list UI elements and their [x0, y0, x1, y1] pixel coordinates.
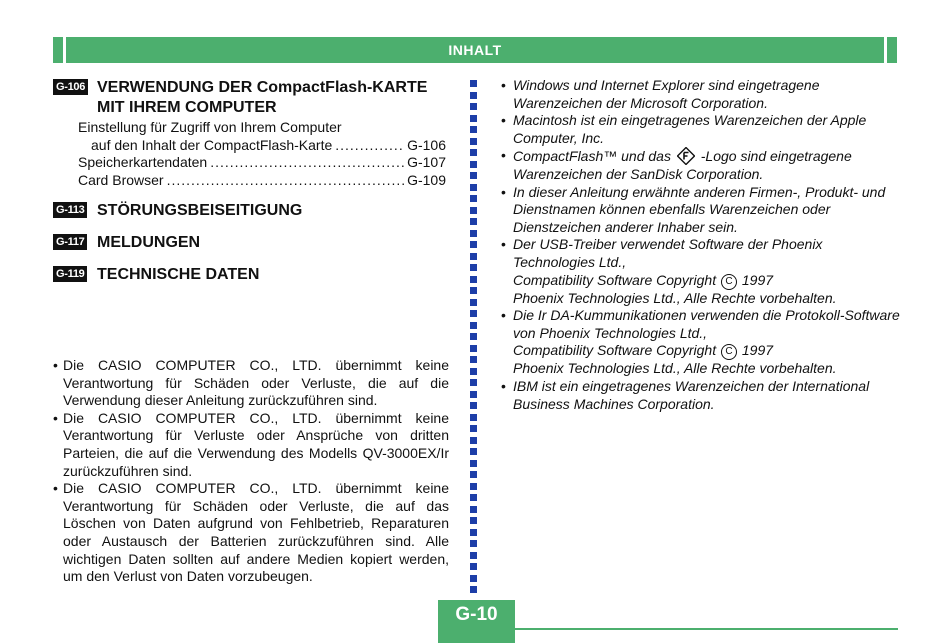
divider-square: [470, 345, 477, 352]
divider-square: [470, 437, 477, 444]
section-title[interactable]: TECHNISCHE DATEN: [97, 266, 260, 284]
section-troubleshooting: [53, 201, 453, 221]
copyright-line: [513, 272, 901, 290]
divider-square: [470, 264, 477, 271]
dot-leader: [335, 137, 404, 155]
toc-entry[interactable]: [78, 137, 446, 155]
toc-entry-label: Card Browser: [78, 171, 164, 188]
divider-square: [470, 310, 477, 317]
bullet-dot: •: [501, 112, 506, 129]
trademark-text: Die Ir DA-Kummunikationen verwenden die Protokoll-Software von Phoenix Technologies Ltd.,: [513, 307, 900, 341]
disclaimer-notes: [53, 357, 449, 586]
trademark-item: [501, 307, 901, 378]
divider-square: [470, 115, 477, 122]
divider-square: [470, 471, 477, 478]
disclaimer-text: Die CASIO COMPUTER CO., LTD. übernimmt keine Verantwortung für Verluste oder Ansprüche von dritten Parteien, die auf die Verwendung des Modells QV-3000EX/Ir zurückzuführen sind.: [63, 409, 449, 479]
section-computer-use: [53, 78, 453, 118]
copyright-icon: C: [721, 274, 737, 290]
divider-square: [470, 425, 477, 432]
divider-square: [470, 368, 477, 375]
contents-column: [53, 78, 453, 285]
divider-square: [470, 517, 477, 524]
bullet-dot: •: [53, 357, 58, 373]
divider-square: [470, 379, 477, 386]
trademark-text: Macintosh ist ein eingetragenes Warenzeichen der Apple Computer, Inc.: [513, 112, 867, 146]
divider-square: [470, 563, 477, 570]
bullet-dot: •: [501, 183, 506, 200]
disclaimer-item: [53, 480, 449, 586]
trademark-text: -Logo sind eingetragene Warenzeichen der SanDisk Corporation.: [513, 148, 852, 182]
divider-square: [470, 575, 477, 582]
divider-square: [470, 92, 477, 99]
bullet-dot: •: [53, 480, 58, 497]
trademark-item: [501, 378, 901, 413]
divider-square: [470, 540, 477, 547]
divider-square: [470, 586, 477, 593]
divider-square: [470, 172, 477, 179]
divider-square: [470, 103, 477, 110]
page-reference-tag[interactable]: G-117: [53, 234, 87, 250]
divider-square: [470, 253, 477, 260]
trademark-text: Phoenix Technologies Ltd., Alle Rechte vorbehalten.: [513, 289, 837, 306]
divider-square: [470, 529, 477, 536]
section-title[interactable]: STÖRUNGSBEISEITIGUNG: [97, 202, 303, 220]
trademark-text: In dieser Anleitung erwähnte anderen Firmen-, Produkt- und Dienstnamen können ebenfalls Warenzeichen oder Dienstzeichen anderer Inhaber sein.: [513, 183, 886, 235]
toc-entry-label: Einstellung für Zugriff von Ihrem Computer: [78, 119, 342, 135]
toc-entry[interactable]: [78, 119, 446, 137]
footer-rule: [515, 628, 898, 630]
bullet-dot: •: [501, 147, 506, 164]
dot-leader: [167, 172, 404, 190]
disclaimer-text: Die CASIO COMPUTER CO., LTD. übernimmt keine Verantwortung für Schäden oder Verluste, die auf das Löschen von Daten aufgrund von Fehlbetrieb, Reparaturen oder Austausch der Batterien zurückzuführen sind. Alle wichtigen Daten sollten auf andere Medien kopiert werden, um den Verlust von Daten vorzubeugen.: [63, 480, 449, 585]
page-reference-tag[interactable]: G-106: [53, 79, 88, 95]
divider-square: [470, 494, 477, 501]
trademark-text: Windows und Internet Explorer sind eingetragene Warenzeichen der Microsoft Corporation.: [513, 77, 820, 111]
header-title: INHALT: [448, 42, 502, 58]
toc-entries: [78, 119, 446, 189]
divider-square: [470, 149, 477, 156]
section-title-line: VERWENDUNG DER CompactFlash-KARTE: [97, 79, 428, 96]
divider-square: [470, 184, 477, 191]
section-specifications: [53, 265, 453, 285]
bullet-dot: •: [53, 409, 58, 426]
section-title-line: MIT IHREM COMPUTER: [97, 99, 277, 116]
divider-square: [470, 126, 477, 133]
divider-square: [470, 333, 477, 340]
divider-square: [470, 483, 477, 490]
trademark-text: IBM ist ein eingetragenes Warenzeichen der International Business Machines Corporation.: [513, 377, 870, 412]
divider-square: [470, 322, 477, 329]
divider-square: [470, 218, 477, 225]
toc-entry-page: G-109: [407, 171, 446, 188]
section-title[interactable]: MELDUNGEN: [97, 234, 201, 252]
trademark-text: Phoenix Technologies Ltd., Alle Rechte vorbehalten.: [513, 360, 837, 377]
toc-entry-page: G-107: [407, 154, 446, 171]
section-title[interactable]: [97, 78, 453, 118]
trademark-text: Compatibility Software Copyright: [513, 271, 717, 288]
disclaimer-item: [53, 357, 449, 410]
trademark-notes: [501, 77, 901, 413]
toc-entry[interactable]: [78, 154, 446, 172]
divider-square: [470, 138, 477, 145]
toc-entry[interactable]: [78, 172, 446, 190]
divider-square: [470, 287, 477, 294]
bullet-dot: •: [501, 77, 506, 93]
dot-leader: [210, 154, 404, 172]
divider-square: [470, 276, 477, 283]
trademark-item: [501, 236, 901, 307]
toc-entry-label: Speicherkartendaten: [78, 154, 208, 171]
page-number-base: [438, 630, 515, 643]
bullet-dot: •: [501, 307, 506, 324]
divider-square: [470, 161, 477, 168]
divider-square: [470, 402, 477, 409]
divider-square: [470, 506, 477, 513]
section-messages: [53, 233, 453, 253]
divider-square: [470, 80, 477, 87]
trademark-item: [501, 147, 901, 183]
divider-square: [470, 299, 477, 306]
divider-square: [470, 241, 477, 248]
trademark-item: [501, 77, 901, 112]
divider-square: [470, 552, 477, 559]
trademark-text: Compatibility Software Copyright: [513, 342, 717, 359]
trademark-text: 1997: [741, 271, 774, 288]
bullet-dot: •: [501, 377, 506, 394]
trademark-text: CompactFlash™ und das: [513, 148, 671, 165]
copyright-icon: C: [721, 344, 737, 360]
page-reference-tag[interactable]: G-113: [53, 202, 87, 218]
disclaimer-item: [53, 410, 449, 480]
header-bar: [53, 37, 897, 63]
divider-square: [470, 391, 477, 398]
trademark-text: 1997: [741, 342, 774, 359]
trademark-item: [501, 112, 901, 147]
disclaimer-text: Die CASIO COMPUTER CO., LTD. übernimmt keine Verantwortung für Schäden oder Verluste, die auf die Verwendung dieser Anleitung zurückzuführen sind.: [63, 357, 449, 409]
trademark-text: Der USB-Treiber verwendet Software der Phoenix Technologies Ltd.,: [513, 236, 823, 270]
divider-square: [470, 460, 477, 467]
toc-entry-page: G-106: [407, 136, 446, 153]
divider-square: [470, 414, 477, 421]
trademark-item: [501, 184, 901, 237]
page-reference-tag[interactable]: G-119: [53, 266, 87, 282]
compactflash-logo-icon: [677, 147, 695, 165]
divider-square: [470, 207, 477, 214]
divider-square: [470, 195, 477, 202]
page-number: G-10: [438, 600, 515, 630]
copyright-line: [513, 342, 901, 360]
bullet-dot: •: [501, 236, 506, 253]
divider-square: [470, 356, 477, 363]
divider-square: [470, 230, 477, 237]
divider-square: [470, 448, 477, 455]
toc-entry-label: auf den Inhalt der CompactFlash-Karte: [91, 136, 333, 153]
column-divider: [470, 80, 478, 594]
